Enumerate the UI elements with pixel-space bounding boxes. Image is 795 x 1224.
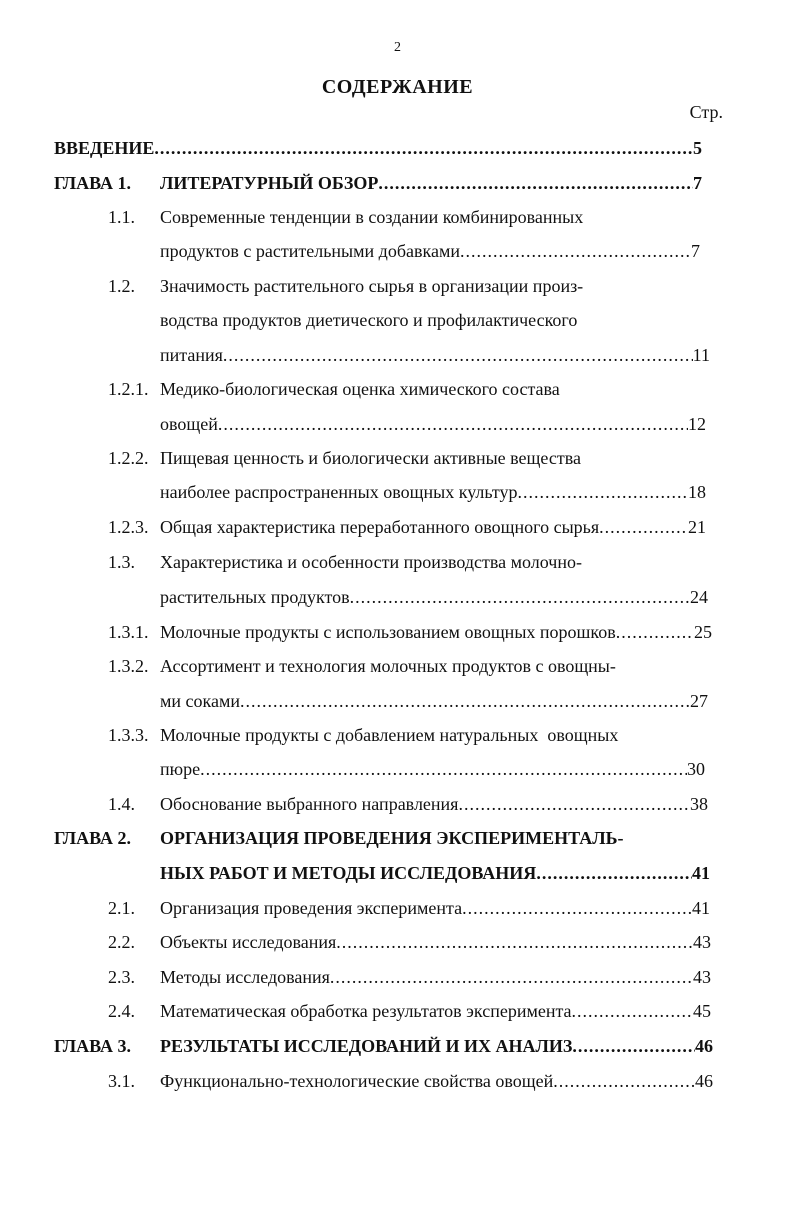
entry-title: Общая характеристика переработанного овощного сырья — [160, 517, 600, 537]
toc-entry-section-1-3-2[interactable] — [160, 689, 708, 713]
entry-title-line2: наиболее распространенных овощных культур — [160, 482, 518, 502]
entry-page: 38 — [690, 794, 708, 814]
toc-entry-introduction[interactable] — [54, 136, 702, 160]
dot-leader — [553, 1069, 695, 1093]
section-1-2-title-line1: Значимость растительного сырья в организации произ- — [160, 276, 584, 296]
entry-page: 21 — [688, 517, 706, 537]
entry-title-line2: продуктов с растительными добавками — [160, 241, 460, 261]
entry-title: Обоснование выбранного направления — [160, 794, 459, 814]
section-1-4-number: 1.4. — [108, 794, 135, 814]
section-3-1-number: 3.1. — [108, 1071, 135, 1091]
dot-leader — [572, 999, 693, 1023]
entry-page: 7 — [693, 173, 702, 193]
dot-leader — [218, 412, 688, 436]
toc-entry-section-1-3-1[interactable] — [160, 620, 712, 644]
toc-entry-section-1-3[interactable] — [160, 585, 708, 609]
dot-leader — [223, 343, 693, 367]
dot-leader — [350, 585, 690, 609]
toc-entry-section-1-2-1[interactable] — [160, 412, 706, 436]
toc-entry-chapter-1[interactable] — [160, 171, 702, 195]
section-1-2-title-line2: водства продуктов диетического и профилактического — [160, 310, 578, 330]
dot-leader — [378, 171, 693, 195]
entry-page: 25 — [694, 622, 712, 642]
dot-leader — [572, 1034, 695, 1058]
dot-leader — [240, 689, 690, 713]
entry-title: Методы исследования — [160, 967, 330, 987]
entry-title-line2: НЫХ РАБОТ И МЕТОДЫ ИССЛЕДОВАНИЯ — [160, 863, 537, 883]
entry-page: 41 — [692, 863, 710, 883]
section-1-1-number: 1.1. — [108, 207, 135, 227]
toc-entry-section-1-4[interactable] — [160, 792, 708, 816]
entry-title: Организация проведения эксперимента — [160, 898, 463, 918]
entry-page: 12 — [688, 414, 706, 434]
section-1-2-number: 1.2. — [108, 276, 135, 296]
entry-title: ЛИТЕРАТУРНЫЙ ОБЗОР — [160, 173, 379, 193]
section-1-3-3-number: 1.3.3. — [108, 725, 149, 745]
dot-leader — [536, 861, 692, 885]
entry-page: 45 — [693, 1001, 711, 1021]
dot-leader — [154, 136, 693, 160]
chapter-2-number: ГЛАВА 2. — [54, 828, 132, 848]
chapter-3-number: ГЛАВА 3. — [54, 1036, 132, 1056]
entry-page: 5 — [693, 138, 702, 158]
section-1-3-1-number: 1.3.1. — [108, 622, 149, 642]
section-1-3-2-title-line1: Ассортимент и технология молочных продуктов с овощны- — [160, 656, 616, 676]
toc-title: СОДЕРЖАНИЕ — [321, 76, 474, 98]
entry-page: 43 — [693, 967, 711, 987]
dot-leader — [200, 757, 687, 781]
dot-leader — [616, 620, 694, 644]
entry-title: Функционально-технологические свойства овощей — [160, 1071, 554, 1091]
dot-leader — [330, 965, 693, 989]
section-1-3-3-title-line1: Молочные продукты с добавлением натуральных овощных — [160, 725, 619, 745]
section-1-2-2-number: 1.2.2. — [108, 448, 149, 468]
section-2-3-number: 2.3. — [108, 967, 135, 987]
toc-entry-chapter-2[interactable] — [160, 861, 710, 885]
toc-entry-section-1-1[interactable] — [160, 239, 700, 263]
toc-entry-section-2-1[interactable] — [160, 896, 710, 920]
dot-leader — [458, 792, 690, 816]
entry-page: 43 — [693, 932, 711, 952]
pages-column-label: Стр. — [689, 102, 723, 122]
entry-title: РЕЗУЛЬТАТЫ ИССЛЕДОВАНИЙ И ИХ АНАЛИЗ — [160, 1036, 573, 1056]
section-1-2-2-title-line1: Пищевая ценность и биологически активные вещества — [160, 448, 581, 468]
toc-entry-section-3-1[interactable] — [160, 1069, 713, 1093]
entry-page: 46 — [695, 1071, 713, 1091]
chapter-1-number: ГЛАВА 1. — [54, 173, 132, 193]
toc-entry-section-1-2[interactable] — [160, 343, 710, 367]
entry-page: 24 — [690, 587, 708, 607]
page-number: 2 — [394, 40, 401, 55]
entry-title-line3: питания — [160, 345, 223, 365]
toc-entry-section-1-2-3[interactable] — [160, 515, 706, 539]
dot-leader — [336, 930, 693, 954]
section-1-2-3-number: 1.2.3. — [108, 517, 149, 537]
toc-entry-section-1-3-3[interactable] — [160, 757, 705, 781]
section-1-1-title-line1: Современные тенденции в создании комбинированных — [160, 207, 584, 227]
entry-title-line2: растительных продуктов — [160, 587, 350, 607]
entry-page: 18 — [688, 482, 706, 502]
section-1-3-2-number: 1.3.2. — [108, 656, 149, 676]
dot-leader — [518, 480, 688, 504]
dot-leader — [462, 896, 692, 920]
section-2-4-number: 2.4. — [108, 1001, 135, 1021]
entry-title-line2: пюре — [160, 759, 201, 779]
toc-entry-section-2-4[interactable] — [160, 999, 711, 1023]
section-1-3-number: 1.3. — [108, 552, 135, 572]
section-2-1-number: 2.1. — [108, 898, 135, 918]
chapter-2-title-line1: ОРГАНИЗАЦИЯ ПРОВЕДЕНИЯ ЭКСПЕРИМЕНТАЛЬ- — [160, 828, 624, 848]
entry-title: Объекты исследования — [160, 932, 337, 952]
toc-entry-section-1-2-2[interactable] — [160, 480, 706, 504]
section-1-2-1-number: 1.2.1. — [108, 379, 149, 399]
entry-title: Молочные продукты с использованием овощных порошков — [160, 622, 616, 642]
section-1-2-1-title-line1: Медико-биологическая оценка химического состава — [160, 379, 560, 399]
entry-page: 46 — [695, 1036, 713, 1056]
toc-entry-chapter-3[interactable] — [160, 1034, 713, 1058]
entry-page: 30 — [687, 759, 705, 779]
section-1-3-title-line1: Характеристика и особенности производства молочно- — [160, 552, 582, 572]
entry-page: 11 — [692, 345, 710, 365]
toc-entry-section-2-3[interactable] — [160, 965, 711, 989]
dot-leader — [460, 239, 691, 263]
toc-entry-section-2-2[interactable] — [160, 930, 711, 954]
entry-title: ВВЕДЕНИЕ — [54, 138, 155, 158]
entry-page: 7 — [691, 241, 700, 261]
entry-page: 41 — [692, 898, 710, 918]
entry-title-line2: ми соками — [160, 691, 240, 711]
dot-leader — [599, 515, 688, 539]
entry-title: Математическая обработка результатов эксперимента — [160, 1001, 572, 1021]
entry-title-line2: овощей — [160, 414, 218, 434]
entry-page: 27 — [690, 691, 708, 711]
section-2-2-number: 2.2. — [108, 932, 135, 952]
